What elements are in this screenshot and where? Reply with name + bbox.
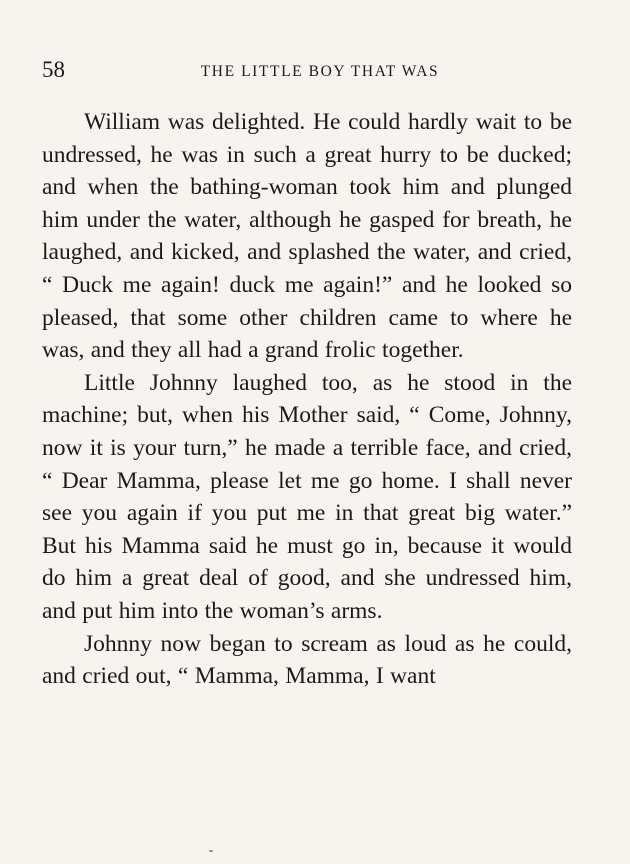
paragraph: Little Johnny laughed too, as he stood in the machine; but, when his Mother said, “ Come, Johnny, now it is your turn,” he made a terrible face, and cried, “ Dear Mamma, please let me go home. I shall never see you again if you put me in that great big water.” But his Mamma said he must go in, because it would do him a great deal of good, and she undressed him, and put him into the woman’s arms. xyxy=(42,369,572,624)
page-header xyxy=(42,55,570,85)
body-text xyxy=(42,106,572,693)
paragraph: Johnny now began to scream as loud as he could, and cried out, “ Mamma, Mamma, I want xyxy=(42,630,572,690)
page-number: 58 xyxy=(42,57,65,82)
running-head: THE LITTLE BOY THAT WAS xyxy=(200,63,440,80)
print-speck xyxy=(209,850,213,852)
paragraph: William was delighted. He could hardly wait to be undressed, he was in such a great hurry to be ducked; and when the bathing-woman took him and plunged him under the water, although he gasped for breath, he laughed, and kicked, and splashed the water, and cried, “ Duck me again! duck me again!” and he looked so pleased, that some other children came to where he was, and they all had a grand frolic together. xyxy=(42,109,572,364)
